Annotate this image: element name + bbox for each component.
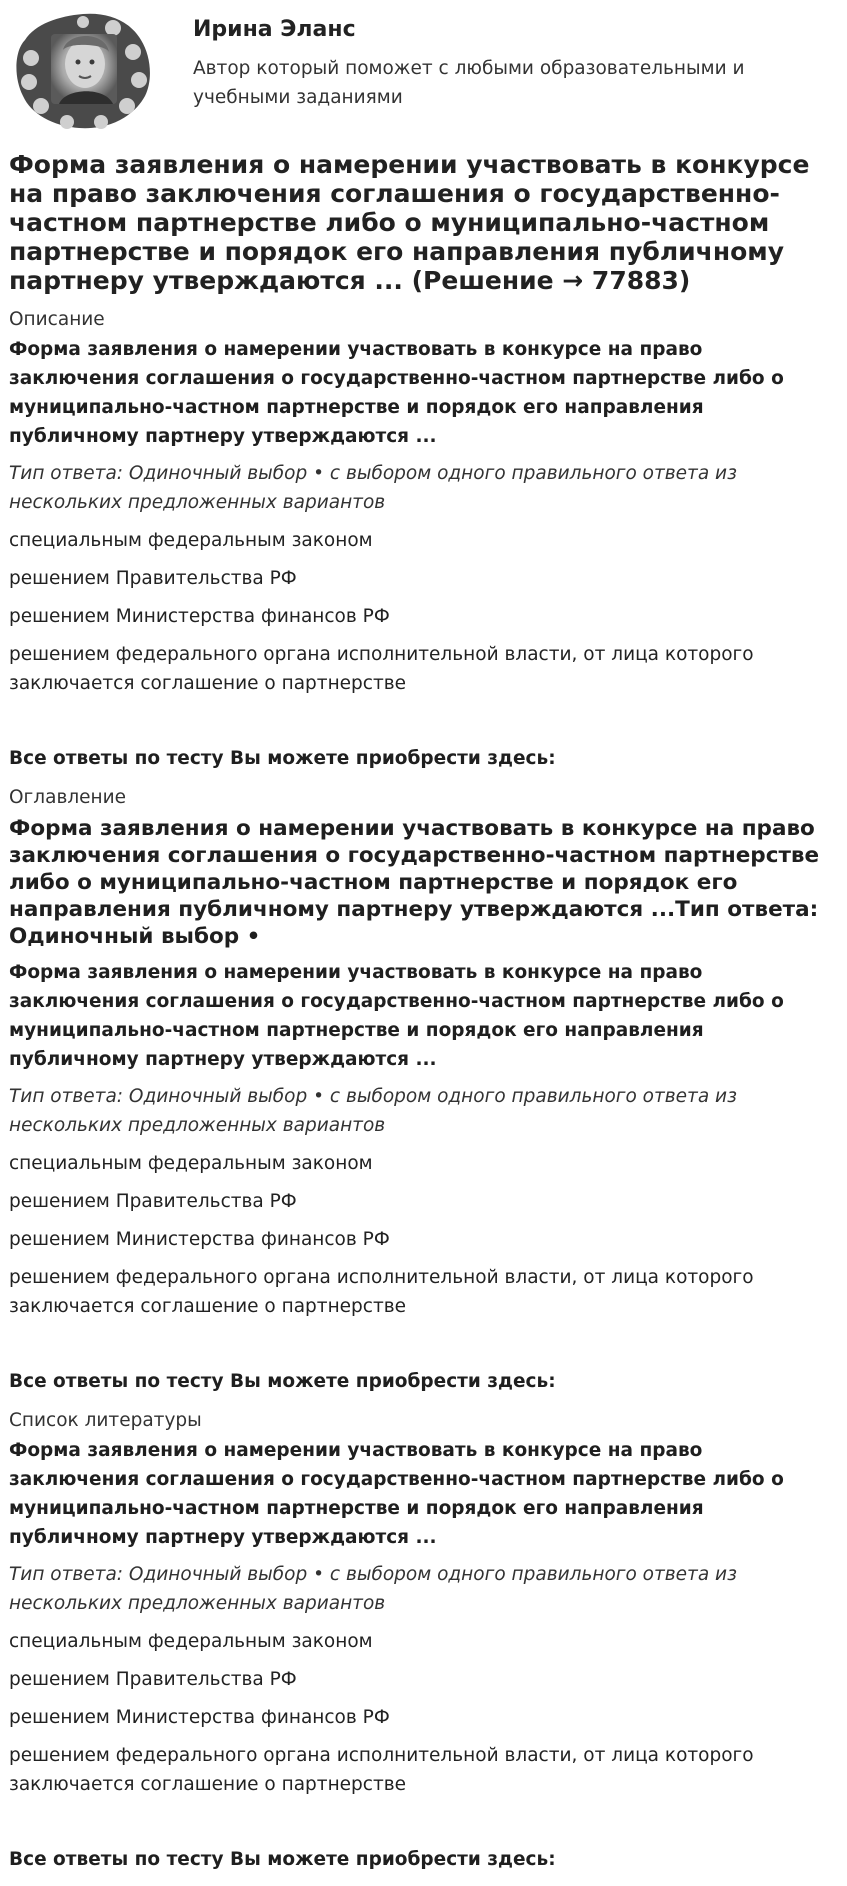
option-item: решением Министерства финансов РФ: [9, 1229, 390, 1250]
option-item: решением Правительства РФ: [9, 1191, 297, 1212]
answer-type: Тип ответа: Одиночный выбор • с выбором одного правильного ответа из нескольких предложенных вариантов: [9, 463, 737, 513]
page-title: Форма заявления о намерении участвовать в конкурсе на право заключения соглашения о государственно-частном партнерстве либо о муниципально-частном партнерстве и порядок его направления публичному партнеру утверждаются ... (Решение → 77883): [9, 150, 810, 295]
option-item: специальным федеральным законом: [9, 1153, 373, 1174]
answer-type: Тип ответа: Одиночный выбор • с выбором одного правильного ответа из нескольких предложенных вариантов: [9, 1564, 737, 1614]
toc-section: [9, 785, 838, 1396]
section-label-toc: Оглавление: [9, 787, 127, 808]
option-item: специальным федеральным законом: [9, 1631, 373, 1652]
buy-answers-text: Все ответы по тесту Вы можете приобрести здесь:: [9, 1371, 556, 1392]
author-name[interactable]: Ирина Эланс: [193, 17, 356, 42]
option-item: решением Министерства финансов РФ: [9, 606, 390, 627]
section-label-description: Описание: [9, 309, 105, 330]
author-description: Автор который поможет с любыми образовательными и учебными заданиями: [193, 58, 745, 108]
avatar[interactable]: [9, 6, 153, 132]
buy-answers-text: Все ответы по тесту Вы можете приобрести здесь:: [9, 1849, 556, 1870]
toc-heading: Форма заявления о намерении участвовать в конкурсе на право заключения соглашения о государственно-частном партнерстве либо о муниципально-частном партнерстве и порядок его направления публичному партнеру утверждаются ...Тип ответа: Одиночный выбор •: [9, 816, 820, 949]
answer-type: Тип ответа: Одиночный выбор • с выбором одного правильного ответа из нескольких предложенных вариантов: [9, 1086, 737, 1136]
option-item: решением федерального органа исполнительной власти, от лица которого заключается соглашение о партнерстве: [9, 1267, 754, 1317]
literature-section: [9, 1408, 838, 1874]
section-label-literature: Список литературы: [9, 1410, 202, 1431]
option-item: решением Правительства РФ: [9, 1669, 297, 1690]
option-item: решением федерального органа исполнительной власти, от лица которого заключается соглашение о партнерстве: [9, 644, 754, 694]
option-item: решением Министерства финансов РФ: [9, 1707, 390, 1728]
option-item: решением Правительства РФ: [9, 568, 297, 589]
author-block: [9, 0, 838, 150]
question-text: Форма заявления о намерении участвовать в конкурсе на право заключения соглашения о государственно-частном партнерстве либо о муниципально-частном партнерстве и порядок его направления публичному партнеру утверждаются ...: [9, 1440, 784, 1548]
buy-answers-text: Все ответы по тесту Вы можете приобрести здесь:: [9, 748, 556, 769]
option-item: специальным федеральным законом: [9, 530, 373, 551]
question-text: Форма заявления о намерении участвовать в конкурсе на право заключения соглашения о государственно-частном партнерстве либо о муниципально-частном партнерстве и порядок его направления публичному партнеру утверждаются ...: [9, 339, 784, 447]
option-item: решением федерального органа исполнительной власти, от лица которого заключается соглашение о партнерстве: [9, 1745, 754, 1795]
question-text: Форма заявления о намерении участвовать в конкурсе на право заключения соглашения о государственно-частном партнерстве либо о муниципально-частном партнерстве и порядок его направления публичному партнеру утверждаются ...: [9, 962, 784, 1070]
description-section: [9, 307, 838, 773]
avatar-film-frame-icon: [9, 6, 153, 132]
author-info: [193, 6, 813, 112]
